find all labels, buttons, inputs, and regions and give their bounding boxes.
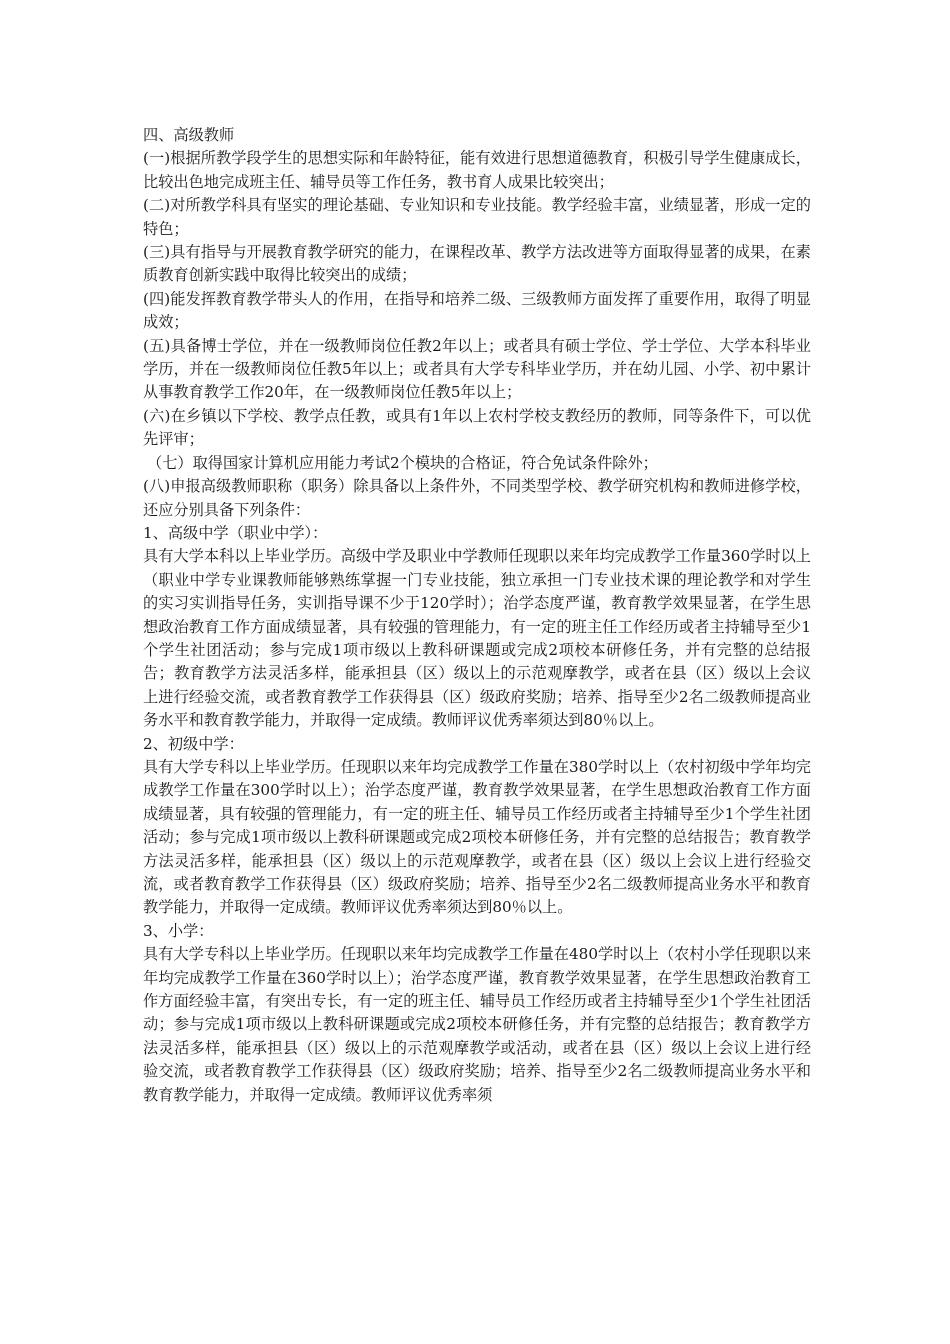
criterion-item-7: （七）取得国家计算机应用能力考试2个模块的合格证，符合免试条件除外； — [147, 453, 658, 472]
criterion-item-8: (八)申报高级教师职称（职务）除具备以上条件外，不同类型学校、教学研究机构和教师进修学校，还应分别具备下列条件： — [143, 477, 811, 519]
subsection-body-junior-high: 具有大学专科以上毕业学历。任现职以来年均完成教学工作量在380学时以上（农村初级中学年均完成教学工作量在300学时以上）；治学态度严谨，教育教学效果显著，在学生思想政治教育工作方面成绩显著，具有较强的管理能力，有一定的班主任、辅导员工作经历或者主持辅导至少1个学生社团活动；参与完成1项市级以上教科研课题或完成2项校本研修任务，并有完整的总结报告；教育教学方法灵活多样，能承担县（区）级以上的示范观摩教学，或者在县（区）级以上会议上进行经验交流，或者教育教学工作获得县（区）级政府奖励；培养、指导至少2名二级教师提高业务水平和教育教学能力，并取得一定成绩。教师评议优秀率须达到80％以上。 — [143, 757, 811, 917]
section-heading: 四、高级教师 — [143, 126, 235, 144]
subsection-heading-junior-high: 2、初级中学： — [143, 734, 244, 753]
criterion-item-4: (四)能发挥教育教学带头人的作用，在指导和培养二级、三级教师方面发挥了重要作用，取得了明显成效； — [143, 289, 811, 332]
document-body — [143, 124, 811, 1107]
criterion-item-5: (五)具备博士学位，并在一级教师岗位任教2年以上；或者具有硕士学位、学士学位、大学本科毕业学历，并在一级教师岗位任教5年以上；或者具有大学专科毕业学历，并在幼儿园、小学、初中累计从事教育教学工作20年，在一级教师岗位任教5年以上； — [143, 336, 811, 402]
criterion-item-3: (三)具有指导与开展教育教学研究的能力，在课程改革、教学方法改进等方面取得显著的成果，在素质教育创新实践中取得比较突出的成绩； — [143, 243, 811, 285]
criterion-item-1: (一)根据所教学段学生的思想实际和年龄特征，能有效进行思想道德教育，积极引导学生健康成长，比较出色地完成班主任、辅导员等工作任务，教书育人成果比较突出； — [143, 149, 811, 191]
subsection-heading-senior-high: 1、高级中学（职业中学）： — [143, 523, 328, 542]
criterion-item-2: (二)对所教学科具有坚实的理论基础、专业知识和专业技能。教学经验丰富，业绩显著，形成一定的特色； — [143, 196, 811, 238]
subsection-heading-primary: 3、小学： — [143, 921, 214, 940]
subsection-body-senior-high: 具有大学本科以上毕业学历。高级中学及职业中学教师任现职以来年均完成教学工作量360学时以上（职业中学专业课教师能够熟练掌握一门专业技能，独立承担一门专业技术课的理论教学和对学生的实习实训指导任务，实训指导课不少于120学时）；治学态度严谨，教育教学效果显著，在学生思想政治教育工作方面成绩显著，具有较强的管理能力，有一定的班主任工作经历或者主持辅导至少1个学生社团活动；参与完成1项市级以上教科研课题或完成2项校本研修任务，并有完整的总结报告；教育教学方法灵活多样，能承担县（区）级以上的示范观摩教学，或者在县（区）级以上会议上进行经验交流，或者教育教学工作获得县（区）级政府奖励；培养、指导至少2名二级教师提高业务水平和教育教学能力，并取得一定成绩。教师评议优秀率须达到80％以上。 — [143, 547, 811, 730]
subsection-body-primary: 具有大学专科以上毕业学历。任现职以来年均完成教学工作量在480学时以上（农村小学任现职以来年均完成教学工作量在360学时以上）；治学态度严谨，教育教学效果显著，在学生思想政治教育工作方面经验丰富，有突出专长，有一定的班主任、辅导员工作经历或者主持辅导至少1个学生社团活动；参与完成1项市级以上教科研课题或完成2项校本研修任务，并有完整的总结报告；教育教学方法灵活多样，能承担县（区）级以上的示范观摩教学或活动，或者在县（区）级以上会议上进行经验交流，或者教育教学工作获得县（区）级政府奖励；培养、指导至少2名二级教师提高业务水平和教育教学能力，并取得一定成绩。教师评议优秀率须 — [143, 945, 811, 1104]
criterion-item-6: (六)在乡镇以下学校、教学点任教，或具有1年以上农村学校支教经历的教师，同等条件下，可以优先评审； — [143, 406, 811, 449]
